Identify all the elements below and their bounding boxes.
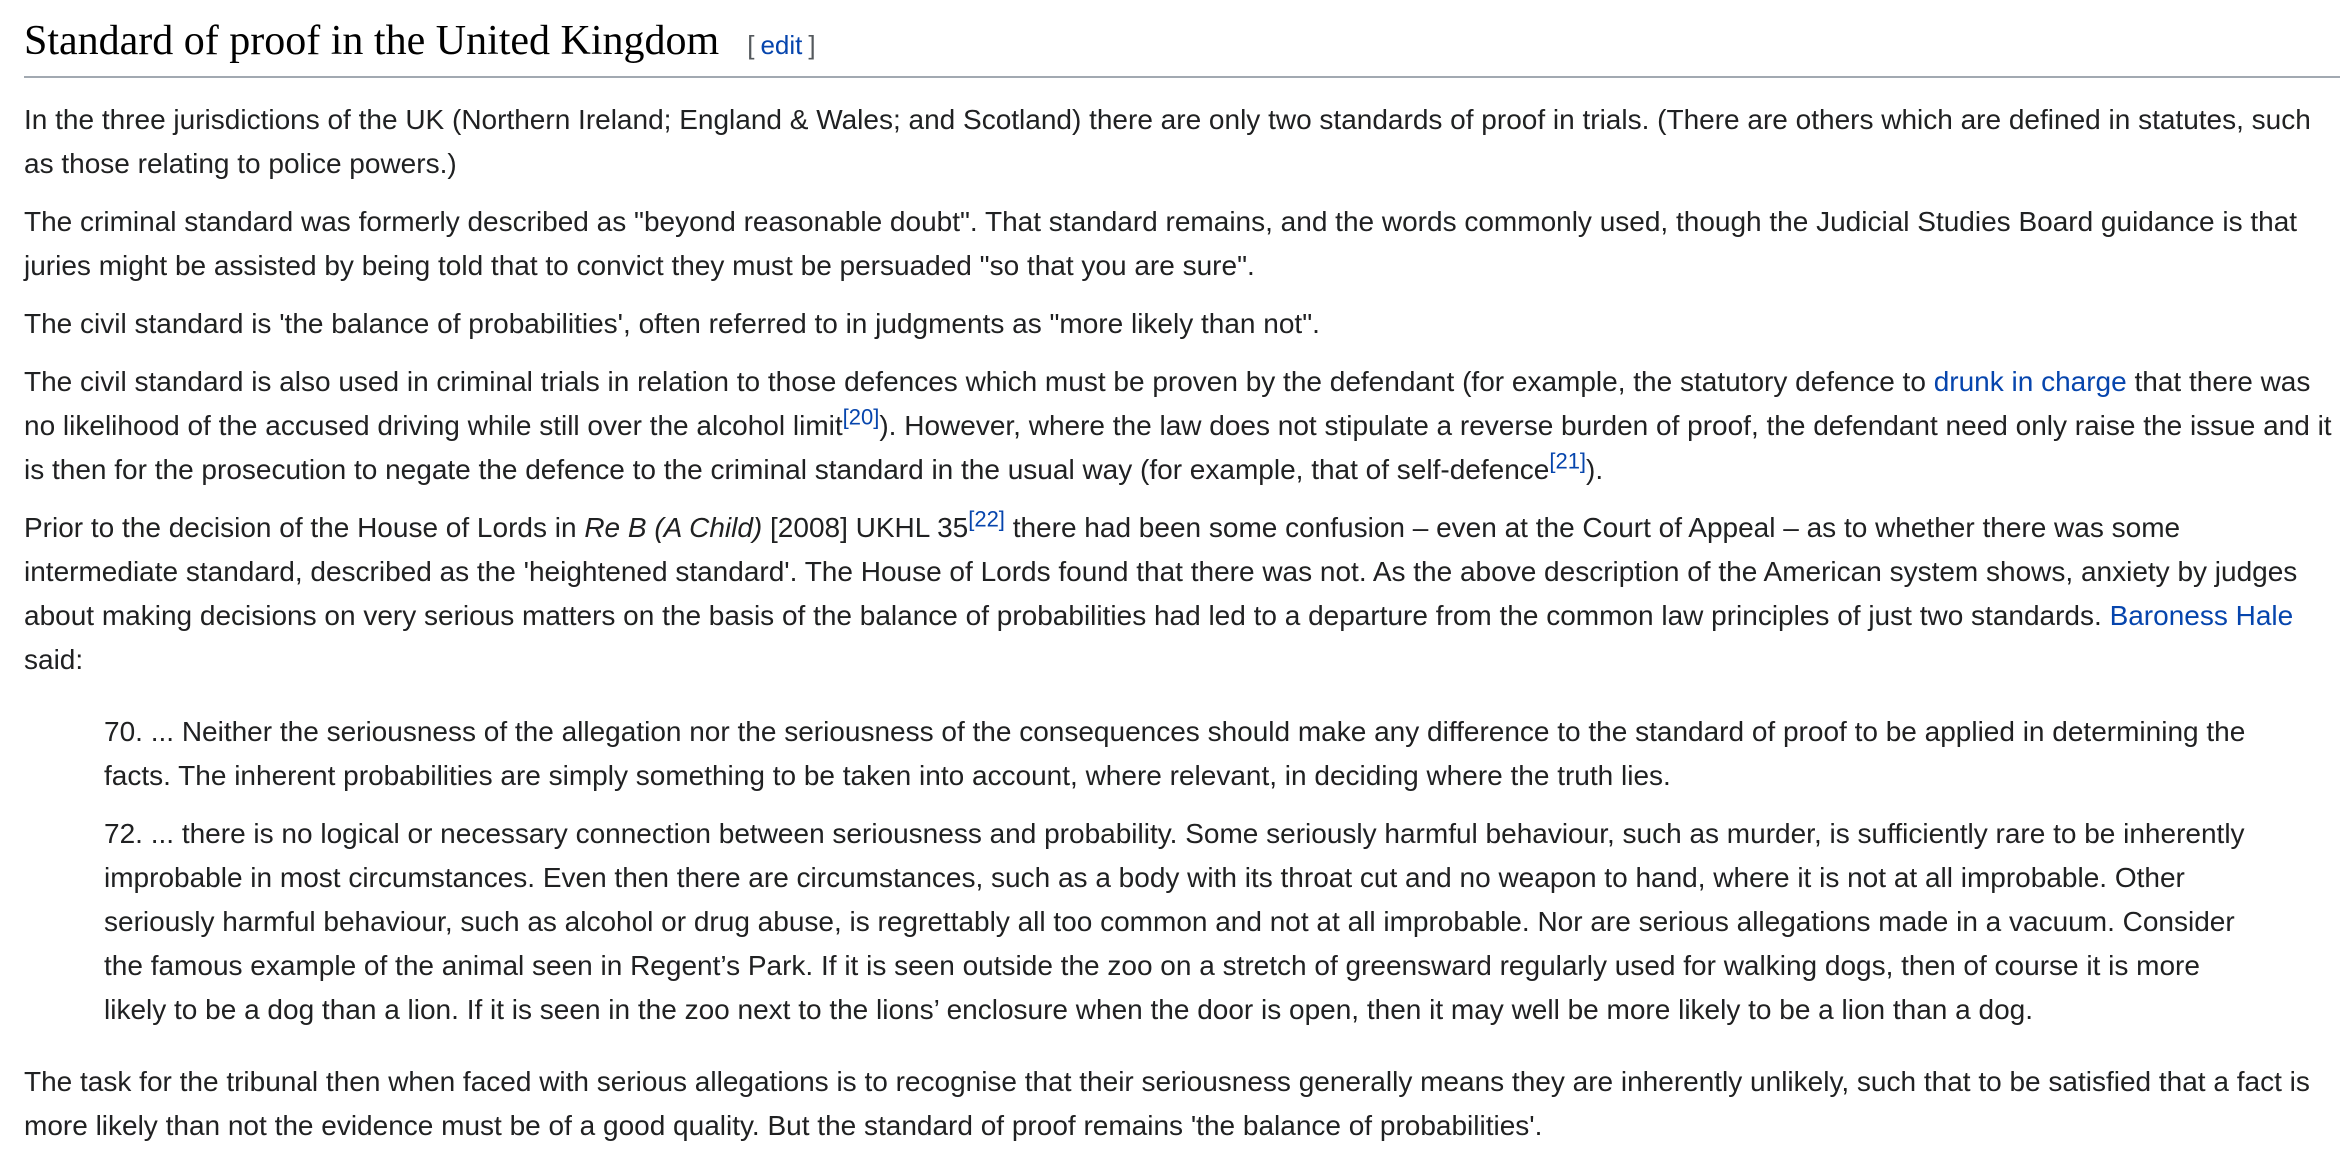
paragraph-jurisdictions: In the three jurisdictions of the UK (Northern Ireland; England & Wales; and Scotland) there are only two standards of proof in trials. (There are others which are defined in statutes, such as those relating to police powers.) [24, 104, 2311, 179]
quote-paragraph-70: 70. ... Neither the seriousness of the allegation nor the seriousness of the consequences should make any difference to the standard of proof to be applied in determining the facts. The inherent probabilities are simply something to be taken into account, where relevant, in deciding where the truth lies. [104, 716, 2246, 791]
link-baroness-hale[interactable]: Baroness Hale [2109, 600, 2294, 631]
link-drunk-in-charge[interactable]: drunk in charge [1933, 366, 2127, 397]
edit-bracket-open: [ [747, 30, 755, 60]
edit-link[interactable]: edit [760, 30, 803, 60]
edit-section [747, 30, 815, 61]
text-segment: ). However, where the law does not stipulate a reverse burden of proof, the defendant need only raise the issue and it is then for the prosecution to negate the defence to the criminal standard in the usual way (for example, that of self-defence [24, 410, 2332, 485]
reference-link-21[interactable]: [21] [1549, 448, 1587, 474]
reference-link-22[interactable]: [22] [968, 506, 1005, 532]
reference-20 [843, 405, 880, 430]
reference-21 [1549, 449, 1586, 474]
paragraph-criminal-standard: The criminal standard was formerly described as "beyond reasonable doubt". That standard remains, and the words commonly used, though the Judicial Studies Board guidance is that juries might be assisted by being told that to convict they must be persuaded "so that you are sure". [24, 206, 2298, 281]
paragraph-civil-standard-criminal-trials [24, 360, 2340, 492]
edit-bracket-close: ] [808, 30, 816, 60]
blockquote-baroness-hale [104, 710, 2250, 1032]
text-segment: that there was no likelihood of the accused driving while still over the alcohol limit [24, 366, 2311, 441]
section-title: Standard of proof in the United Kingdom [24, 18, 720, 64]
paragraph-tribunal-task: The task for the tribunal then when faced with serious allegations is to recognise that their seriousness generally means they are inherently unlikely, such that to be satisfied that a fact is more likely than not the evidence must be of a good quality. But the standard of proof remains 'the balance of probabilities'. [24, 1066, 2310, 1141]
paragraph-civil-standard: The civil standard is 'the balance of probabilities', often referred to in judgments as "more likely than not". [24, 308, 1320, 339]
article-content [24, 12, 2340, 1162]
quote-paragraph-72: 72. ... there is no logical or necessary connection between seriousness and probability. Some seriously harmful behaviour, such as murder, is sufficiently rare to be inherently improbable in most circumstances. Even then there are circumstances, such as a body with its throat cut and no weapon to hand, where it is not at all improbable. Other seriously harmful behaviour, such as alcohol or drug abuse, is regrettably all too common and not at all improbable. Nor are serious allegations made in a vacuum. Consider the famous example of the animal seen in Regent’s Park. If it is seen outside the zoo on a stretch of greensward regularly used for walking dogs, then of course it is more likely to be a dog than a lion. If it is seen in the zoo next to the lions’ enclosure when the door is open, then it may well be more likely to be a lion than a dog. [104, 818, 2245, 1025]
text-segment: The civil standard is also used in criminal trials in relation to those defences which must be proven by the defendant (for example, the statutory defence to [24, 366, 1934, 397]
text-segment: [2008] UKHL 35 [762, 512, 969, 543]
text-segment: said: [24, 644, 84, 675]
text-segment: Prior to the decision of the House of Lords in [24, 512, 585, 543]
paragraph-house-of-lords [24, 506, 2340, 682]
reference-link-20[interactable]: [20] [842, 404, 880, 430]
text-segment: there had been some confusion – even at the Court of Appeal – as to whether there was some intermediate standard, described as the 'heightened standard'. The House of Lords found that there was not. As the above description of the American system shows, anxiety by judges about making decisions on very serious matters on the basis of the balance of probabilities had led to a departure from the common law principles of just two standards. [24, 512, 2298, 631]
text-segment: ). [1586, 454, 1604, 485]
reference-22 [968, 507, 1005, 532]
case-name: Re B (A Child) [584, 512, 763, 543]
section-heading [24, 12, 2340, 78]
